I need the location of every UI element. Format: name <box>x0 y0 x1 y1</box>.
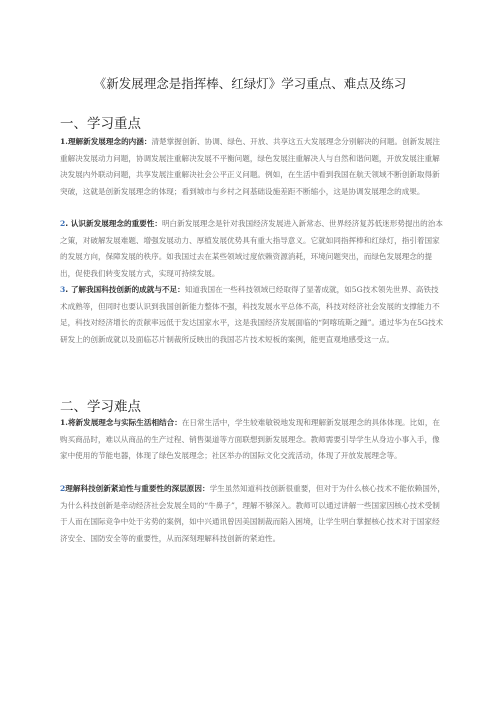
section-heading-difficulty: 二、学习难点 <box>60 399 141 415</box>
item-text: 明白新发展理念是针对我国经济发展进入新常态、世界经济复苏低迷形势提出的治本之策，对破解发展难题、增强发展动力、厚植发展优势具有重大指导意义。它就如同指挥棒和红绿灯，指引着国家的发展方向，保障发展的秩序。如我国过去在某些领域过度依赖资源消耗，环境问题突出，而绿色发展理念的提出，促使我们转变发展方式，实现可持续发展。 <box>60 219 443 278</box>
item-lead: 将新发展理念与实际生活相结合： <box>67 418 182 427</box>
focus-item-3 <box>60 282 445 348</box>
difficulty-item-1 <box>60 415 445 465</box>
item-number: 1. <box>60 418 68 427</box>
item-text: 在日常生活中，学生较难敏锐地发现和理解新发展理念的具体体现。比如，在购买商品时，难以从商品的生产过程、销售渠道等方面联想到新发展理念。教师需要引导学生从身边小事入手，像家中使用的节能电器，体现了绿色发展理念；社区举办的国际文化交流活动，体现了开放发展理念等。 <box>60 418 441 461</box>
item-text: 知道我国在一些科技领域已经取得了显著成就，如5G技术领先世界、高铁技术成熟等，但同时也要认识到我国创新能力整体不强，科技发展水平总体不高，科技对经济社会发展的支撑能力不足，科技对经济增长的贡献率远低于发达国家水平，这是我国经济发展面临的“阿喀琉斯之踵”。通过华为在5G技术研发上的创新成就以及面临芯片制裁所反映出的我国芯片技术短板的案例，能更直观地感受这一点。 <box>60 285 444 344</box>
document-title: 《新发展理念是指挥棒、红绿灯》学习重点、难点及练习 <box>93 76 407 91</box>
item-number: 3 <box>60 285 66 294</box>
item-number: 1. <box>60 137 68 146</box>
focus-item-1 <box>60 134 445 200</box>
item-text: 清楚掌握创新、协调、绿色、开放、共享这五大发展理念分别解决的问题。创新发展注重解决发展动力问题，协调发展注重解决发展不平衡问题，绿色发展注重解决人与自然和谐问题，开放发展注重解决发展内外联动问题，共享发展注重解决社会公平正义问题。例如，在生活中看到我国在航天领域不断创新取得新突破，这就是创新发展理念的体现；看到城市与乡村之间基础设施差距不断缩小，这是协调发展理念的成果。 <box>60 137 441 196</box>
difficulty-item-2 <box>60 481 445 547</box>
section-heading-focus: 一、学习重点 <box>60 116 141 132</box>
item-number: 2 <box>60 484 66 493</box>
item-lead: . 了解我国科技创新的成就与不足： <box>65 285 185 294</box>
item-lead: . 认识新发展理念的重要性： <box>65 219 162 228</box>
item-number: 2 <box>60 219 66 228</box>
item-lead: 理解科技创新紧迫性与重要性的深层原因： <box>65 484 210 493</box>
item-lead: 理解新发展理念的内涵： <box>67 137 152 146</box>
focus-item-2 <box>60 216 445 282</box>
item-text: 学生虽然知道科技创新很重要，但对于为什么核心技术不能依赖国外，为什么科技创新是牵动经济社会发展全局的“牛鼻子”，理解不够深入。教师可以通过讲解一些国家因核心技术受制于人而在国际竞争中处于劣势的案例，如中兴通讯曾因美国制裁而陷入困境，让学生明白掌握核心技术对于国家经济安全、国防安全等的重要性，从而深刻理解科技创新的紧迫性。 <box>60 484 445 543</box>
